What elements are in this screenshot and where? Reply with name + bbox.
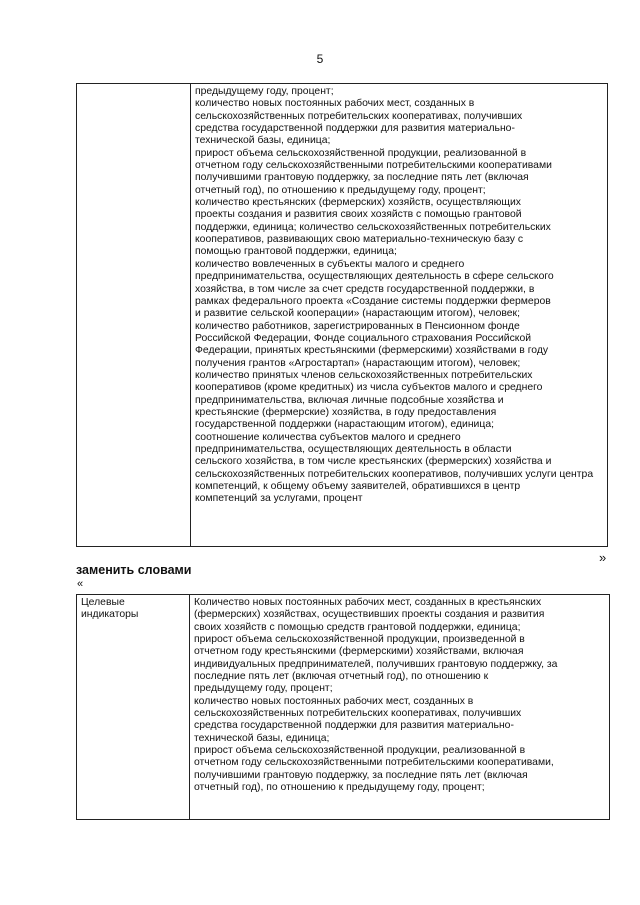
opening-quote: « <box>77 578 84 590</box>
text-line: сельскохозяйственных потребительских кооперативах, получивших <box>195 110 523 122</box>
text-line: компетенций, к общему объему заявителей, обратившихся в центр <box>195 481 521 492</box>
text-line: государственной поддержки (нарастающим итогом), единица; <box>195 419 494 431</box>
text-line: помощью грантовой поддержки, единица; <box>195 246 397 258</box>
text-line: отчетном году сельскохозяйственными потребительскими кооперативами <box>195 160 552 172</box>
text-line: поддержки, единица; количество сельскохозяйственных потребительских <box>195 221 551 233</box>
text-line: количество принятых членов сельскохозяйственных потребительских <box>195 369 533 381</box>
indicators-table-new <box>76 594 610 820</box>
text-line: количество вовлеченных в субъекты малого и среднего <box>195 258 465 270</box>
table-cell-left <box>77 84 191 547</box>
table-cell-right <box>190 595 610 820</box>
text-line: получившими грантовую поддержку, за последние пять лет (включая <box>194 769 528 781</box>
text-line: Количество новых постоянных рабочих мест, созданных в крестьянских <box>194 597 542 608</box>
table-cell-left <box>77 595 190 820</box>
text-line: количество новых постоянных рабочих мест, созданных в <box>195 98 475 110</box>
text-line: средства государственной поддержки для развития материально- <box>195 123 515 135</box>
text-line: отчетном году сельскохозяйственными потребительскими кооперативами, <box>194 757 554 769</box>
text-line: отчетном году крестьянскими (фермерскими) хозяйствами, включая <box>194 646 524 658</box>
text-line: своих хозяйств с помощью средств грантовой поддержки, единица; <box>194 621 521 633</box>
text-line: предпринимательства, включая личные подсобные хозяйства и <box>195 394 504 406</box>
text-line: сельскохозяйственных потребительских кооперативов, получивших услуги центра <box>195 468 594 480</box>
text-line: предпринимательства, осуществляющих деятельность в области <box>195 443 512 455</box>
page-number: 5 <box>316 52 324 66</box>
text-line: получившими грантовую поддержку, за последние пять лет (включая <box>195 172 529 184</box>
text-line: технической базы, единица; <box>195 135 331 147</box>
table-row <box>77 595 610 820</box>
text-line: количество работников, зарегистрированных в Пенсионном фонде <box>195 320 520 332</box>
text-line: средства государственной поддержки для развития материально- <box>194 720 514 732</box>
replace-heading: заменить словами <box>76 563 192 577</box>
closing-quote: » <box>599 550 607 565</box>
indicators-table-old <box>76 83 608 547</box>
text-line: сельскохозяйственных потребительских кооперативах, получивших <box>194 708 522 720</box>
text-line: компетенций за услугами, процент <box>195 493 363 505</box>
text-line: кооперативов (кроме кредитных) из числа субъектов малого и среднего <box>195 382 543 394</box>
text-line: последние пять лет (включая отчетный год), по отношению к <box>194 671 489 683</box>
text-line: отчетный год), по отношению к предыдущему году, процент; <box>195 184 486 196</box>
row-heading-line: индикаторы <box>81 609 139 621</box>
text-line: прирост объема сельскохозяйственной продукции, произведенной в <box>194 634 525 646</box>
text-line: Российской Федерации, Фонде социального страхования Российской <box>195 332 532 344</box>
table-row <box>77 84 608 547</box>
text-line: проекты создания и развития своих хозяйств с помощью грантовой <box>195 209 522 221</box>
table-cell-right <box>191 84 608 547</box>
text-line: прирост объема сельскохозяйственной продукции, реализованной в <box>194 745 526 757</box>
row-heading-line: Целевые <box>81 597 125 608</box>
text-line: количество крестьянских (фермерских) хозяйств, осуществляющих <box>195 197 521 209</box>
text-line: прирост объема сельскохозяйственной продукции, реализованной в <box>195 147 527 159</box>
text-line: получения грантов «Агростартап» (нарастающим итогом), человек; <box>195 357 521 369</box>
text-line: Федерации, принятых крестьянскими (фермерскими) хозяйствами в году <box>195 345 549 357</box>
text-line: индивидуальных предпринимателей, получивших грантовую поддержку, за <box>194 658 558 670</box>
text-line: рамках федерального проекта «Создание системы поддержки фермеров <box>195 295 551 307</box>
text-line: соотношение количества субъектов малого и среднего <box>195 431 461 443</box>
text-line: количество новых постоянных рабочих мест, созданных в <box>194 695 474 707</box>
text-line: (фермерских) хозяйствах, осуществивших проекты создания и развития <box>194 609 545 621</box>
text-line: предыдущему году, процент; <box>195 86 334 97</box>
text-line: и развитие сельской кооперации» (нарастающим итогом), человек; <box>195 308 520 320</box>
text-line: кооперативов, развивающих свою материально-техническую базу с <box>195 234 524 246</box>
text-line: хозяйства, в том числе за счет средств государственной поддержки, в <box>195 283 535 295</box>
text-line: технической базы, единица; <box>194 732 330 744</box>
text-line: сельского хозяйства, в том числе крестьянских (фермерских) хозяйства и <box>195 456 552 468</box>
text-line: предпринимательства, осуществляющих деятельность в сфере сельского <box>195 271 554 283</box>
text-line: крестьянские (фермерские) хозяйства, в году предоставления <box>195 406 497 418</box>
text-line: отчетный год), по отношению к предыдущему году, процент; <box>194 782 485 794</box>
text-line: предыдущему году, процент; <box>194 683 333 695</box>
